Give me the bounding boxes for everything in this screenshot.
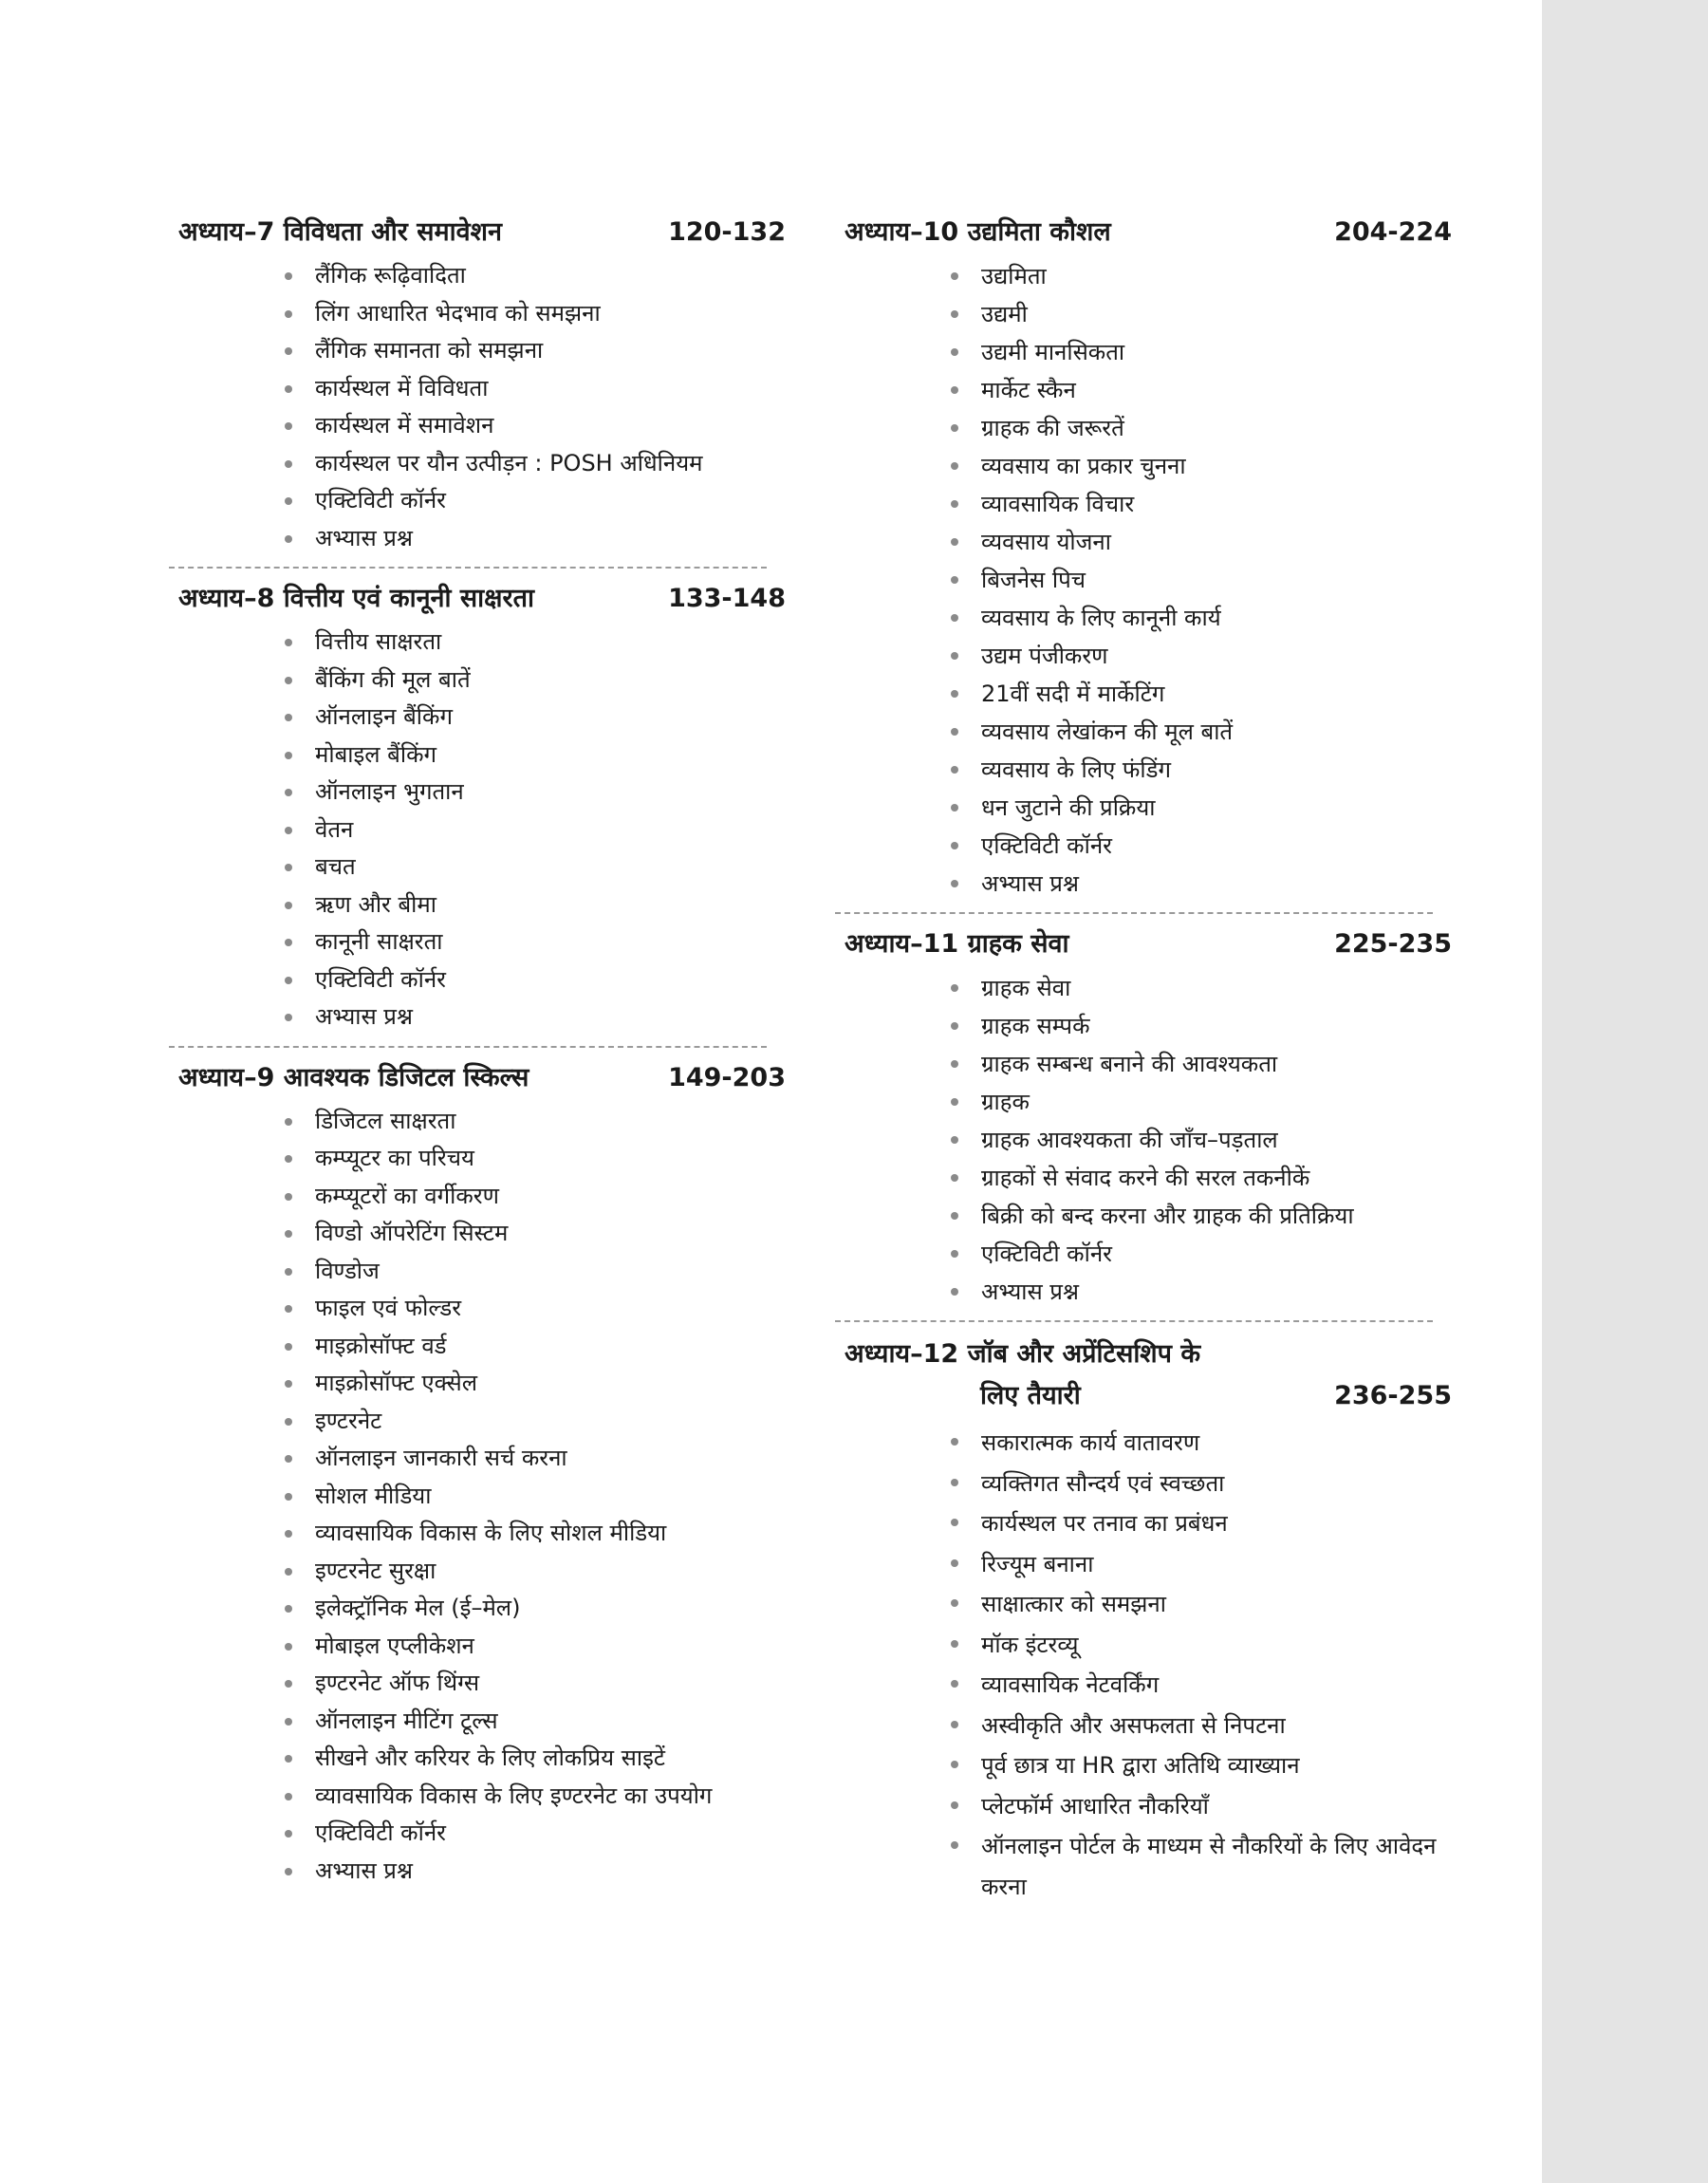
topic-item: बिजनेस पिच	[951, 561, 1452, 599]
chapter-title: अध्याय–8 वित्तीय एवं कानूनी साक्षरता	[178, 584, 534, 613]
topic-item: धन जुटाने की प्रक्रिया	[951, 789, 1452, 827]
topic-item: कार्यस्थल में समावेशन	[285, 407, 786, 445]
toc-right-column	[845, 214, 1452, 1907]
topic-item: उद्यमी	[951, 295, 1452, 333]
topic-item: मार्केट स्कैन	[951, 371, 1452, 409]
topic-item: एक्टिविटी कॉर्नर	[285, 482, 786, 520]
topic-item: विण्डोज	[285, 1253, 786, 1291]
topic-item: ग्राहक सेवा	[951, 969, 1452, 1007]
topic-item: फाइल एवं फोल्डर	[285, 1290, 786, 1328]
topic-item: एक्टिविटी कॉर्नर	[951, 827, 1452, 865]
topic-item: ऑनलाइन बैंकिंग	[285, 699, 786, 737]
chapter-title	[845, 1334, 1334, 1417]
topic-item: इण्टरनेट ऑफ थिंग्स	[285, 1665, 786, 1703]
topic-list	[178, 257, 786, 557]
section-divider	[835, 912, 1433, 914]
topic-item: व्यावसायिक विकास के लिए इण्टरनेट का उपयोग	[285, 1778, 786, 1816]
chapter-heading	[845, 214, 1452, 252]
topic-item: पूर्व छात्र या HR द्वारा अतिथि व्याख्यान	[951, 1745, 1452, 1786]
topic-item: व्यावसायिक विचार	[951, 485, 1452, 523]
topic-item: इण्टरनेट	[285, 1403, 786, 1441]
topic-item: व्यवसाय लेखांकन की मूल बातें	[951, 713, 1452, 751]
topic-item: साक्षात्कार को समझना	[951, 1584, 1452, 1625]
chapter-heading	[845, 925, 1452, 963]
section-divider	[169, 1046, 767, 1048]
chapter-12	[845, 1334, 1452, 1907]
chapter-heading	[845, 1334, 1452, 1417]
chapter-title-line-1: अध्याय–12 जॉब और अप्रेंटिसशिप के	[845, 1339, 1201, 1369]
topic-item: माइक्रोसॉफ्ट एक्सेल	[285, 1365, 786, 1403]
toc-left-column	[178, 214, 786, 1890]
topic-item: एक्टिविटी कॉर्नर	[285, 961, 786, 999]
topic-item: ऑनलाइन पोर्टल के माध्यम से नौकरियों के लिए आवेदन करना	[951, 1826, 1452, 1907]
topic-item: अस्वीकृति और असफलता से निपटना	[951, 1706, 1452, 1746]
chapter-10	[845, 214, 1452, 903]
topic-item: 21वीं सदी में मार्केटिंग	[951, 675, 1452, 713]
section-divider	[835, 1320, 1433, 1322]
topic-item: अभ्यास प्रश्न	[951, 1273, 1452, 1311]
topic-item: बचत	[285, 849, 786, 886]
topic-item: ग्राहक की जरूरतें	[951, 409, 1452, 447]
topic-item: ग्राहकों से संवाद करने की सरल तकनीकें	[951, 1159, 1452, 1197]
topic-item: ऑनलाइन भुगतान	[285, 774, 786, 812]
topic-item: मोबाइल बैंकिंग	[285, 737, 786, 774]
chapter-pages: 236-255	[1334, 1381, 1452, 1410]
topic-item: ग्राहक आवश्यकता की जाँच–पड़ताल	[951, 1121, 1452, 1159]
topic-item: कार्यस्थल पर यौन उत्पीड़न : POSH अधिनियम	[285, 445, 786, 483]
chapter-11	[845, 925, 1452, 1311]
chapter-pages: 120-132	[668, 217, 786, 247]
topic-item: बैंकिंग की मूल बातें	[285, 662, 786, 700]
topic-item: व्यावसायिक विकास के लिए सोशल मीडिया	[285, 1515, 786, 1553]
topic-item: कम्प्यूटर का परिचय	[285, 1140, 786, 1178]
topic-item: अभ्यास प्रश्न	[285, 998, 786, 1036]
chapter-title: अध्याय–11 ग्राहक सेवा	[845, 929, 1069, 959]
chapter-pages: 149-203	[668, 1062, 786, 1092]
topic-item: सोशल मीडिया	[285, 1478, 786, 1516]
chapter-pages: 204-224	[1334, 217, 1452, 247]
topic-list	[178, 1103, 786, 1891]
topic-item: लिंग आधारित भेदभाव को समझना	[285, 295, 786, 333]
chapter-7	[178, 214, 786, 557]
topic-item: विण्डो ऑपरेटिंग सिस्टम	[285, 1215, 786, 1253]
topic-item: इण्टरनेट सुरक्षा	[285, 1553, 786, 1591]
topic-item: माइक्रोसॉफ्ट वर्ड	[285, 1328, 786, 1366]
topic-item: प्लेटफॉर्म आधारित नौकरियाँ	[951, 1786, 1452, 1827]
topic-item: अभ्यास प्रश्न	[285, 1853, 786, 1891]
topic-item: मोबाइल एप्लीकेशन	[285, 1628, 786, 1666]
chapter-title: अध्याय–7 विविधता और समावेशन	[178, 217, 502, 247]
chapter-9	[178, 1059, 786, 1891]
chapter-title: अध्याय–10 उद्यमिता कौशल	[845, 217, 1111, 247]
topic-item: ऑनलाइन मीटिंग टूल्स	[285, 1703, 786, 1741]
topic-item: व्यावसायिक नेटवर्किंग	[951, 1665, 1452, 1706]
topic-item: उद्यमी मानसिकता	[951, 333, 1452, 371]
chapter-heading	[178, 214, 786, 252]
topic-item: बिक्री को बन्द करना और ग्राहक की प्रतिक्रिया	[951, 1197, 1452, 1235]
topic-item: एक्टिविटी कॉर्नर	[951, 1235, 1452, 1273]
topic-item: व्यवसाय का प्रकार चुनना	[951, 447, 1452, 485]
topic-item: अभ्यास प्रश्न	[285, 520, 786, 558]
topic-item: सकारात्मक कार्य वातावरण	[951, 1423, 1452, 1464]
topic-item: मॉक इंटरव्यू	[951, 1625, 1452, 1666]
topic-item: ऋण और बीमा	[285, 886, 786, 924]
topic-list	[845, 257, 1452, 903]
page-gutter	[1542, 0, 1708, 2183]
topic-item: वित्तीय साक्षरता	[285, 624, 786, 662]
topic-list	[845, 1423, 1452, 1907]
topic-item: व्यवसाय योजना	[951, 523, 1452, 561]
chapter-pages: 133-148	[668, 584, 786, 613]
topic-item: वेतन	[285, 812, 786, 849]
topic-item: ग्राहक	[951, 1083, 1452, 1121]
chapter-8	[178, 580, 786, 1036]
chapter-heading	[178, 580, 786, 618]
topic-item: अभ्यास प्रश्न	[951, 865, 1452, 903]
topic-item: कार्यस्थल में विविधता	[285, 370, 786, 408]
topic-item: सीखने और करियर के लिए लोकप्रिय साइटें	[285, 1740, 786, 1778]
topic-item: व्यक्तिगत सौन्दर्य एवं स्वच्छता	[951, 1464, 1452, 1504]
chapter-title: अध्याय–9 आवश्यक डिजिटल स्किल्स	[178, 1062, 529, 1092]
topic-item: डिजिटल साक्षरता	[285, 1103, 786, 1141]
topic-item: लैंगिक समानता को समझना	[285, 332, 786, 370]
chapter-heading	[178, 1059, 786, 1097]
section-divider	[169, 567, 767, 569]
topic-item: ऑनलाइन जानकारी सर्च करना	[285, 1440, 786, 1478]
topic-item: लैंगिक रूढ़िवादिता	[285, 257, 786, 295]
topic-item: कानूनी साक्षरता	[285, 924, 786, 961]
topic-item: उद्यमिता	[951, 257, 1452, 295]
topic-list	[178, 624, 786, 1036]
topic-item: उद्यम पंजीकरण	[951, 637, 1452, 675]
chapter-pages: 225-235	[1334, 929, 1452, 959]
topic-list	[845, 969, 1452, 1311]
chapter-title-line-2: लिए तैयारी	[980, 1381, 1081, 1410]
topic-item: रिज्यूम बनाना	[951, 1544, 1452, 1585]
topic-item: इलेक्ट्रॉनिक मेल (ई–मेल)	[285, 1590, 786, 1628]
topic-item: कम्प्यूटरों का वर्गीकरण	[285, 1178, 786, 1216]
topic-item: ग्राहक सम्बन्ध बनाने की आवश्यकता	[951, 1045, 1452, 1083]
topic-item: एक्टिविटी कॉर्नर	[285, 1815, 786, 1853]
topic-item: कार्यस्थल पर तनाव का प्रबंधन	[951, 1503, 1452, 1544]
topic-item: व्यवसाय के लिए कानूनी कार्य	[951, 599, 1452, 637]
topic-item: ग्राहक सम्पर्क	[951, 1007, 1452, 1045]
topic-item: व्यवसाय के लिए फंडिंग	[951, 751, 1452, 789]
